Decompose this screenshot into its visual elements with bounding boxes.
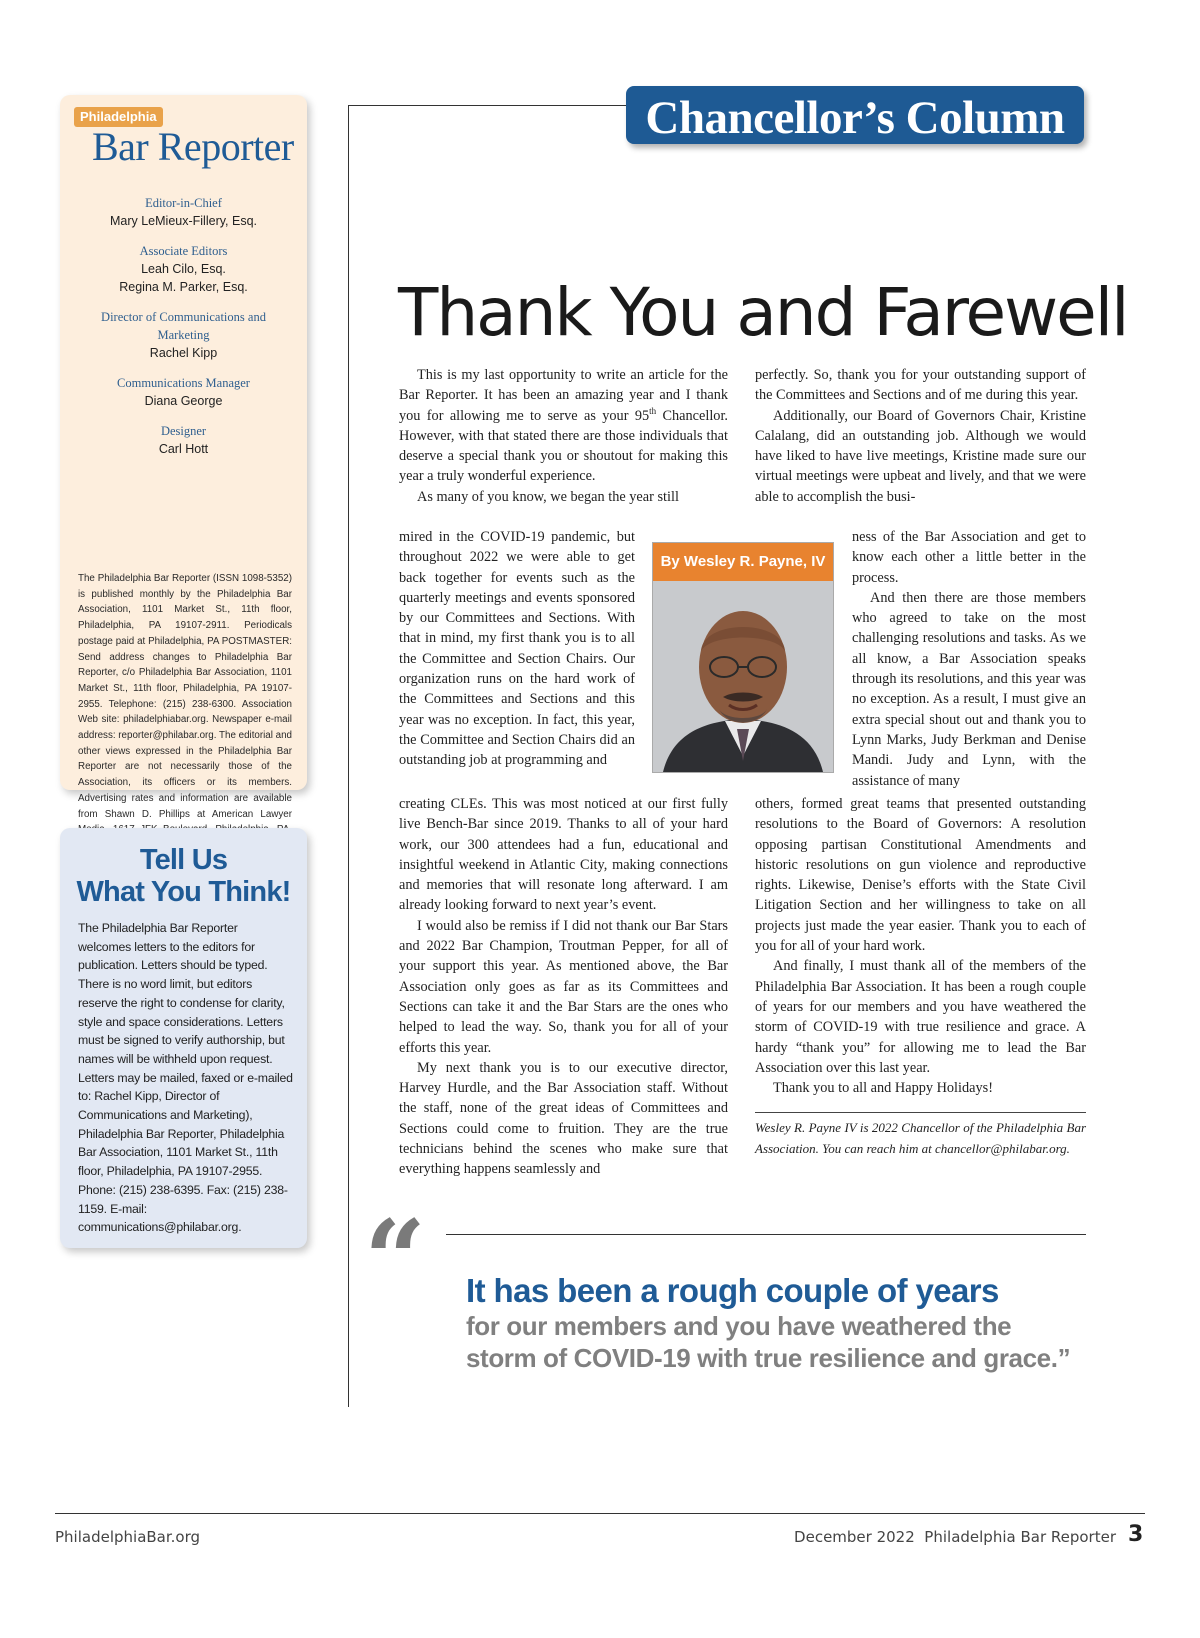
quote-mark-icon: “ (364, 1197, 427, 1323)
article-column-1-lower (399, 794, 728, 1180)
staff-role: Director of Communications and Marketing (101, 310, 266, 342)
paragraph: creating CLEs. This was most noticed at our first fully live Bench-Bar since 2019. Thanks to all of your hard work, our 300 attendees had a fun, educational and insightful weekend in Atlantic City, making connections and memories that will resonate long afterward. I am already looking forward to next year’s event. (399, 796, 728, 914)
paragraph: I would also be remiss if I did not thank our Bar Stars and 2022 Bar Champion, Troutman Pepper, for all of your support this year. As mentioned above, the Bar Association only goes as far as its Committees and Sections can take it and the Bar Stars are the ones who helped to lead the way. So, thank you for all of your efforts this year. (399, 917, 728, 1056)
author-portrait (653, 581, 833, 772)
paragraph: And finally, I must thank all of the members of the Philadelphia Bar Association. It has been a rough couple of years for our members and you have weathered the storm of COVID-19 with true resilience and grace. A hardy “thank you” for allowing me to lead the Bar Association over this last year. (755, 958, 1086, 1076)
frame-left-rule (348, 105, 349, 1407)
logo-philadelphia-label: Philadelphia (74, 107, 163, 127)
pull-quote-lead: It has been a rough couple of years (466, 1272, 999, 1309)
paragraph-text: Chancellor. However, with that stated there are those individuals that deserve a special thank you or shoutout for making this year a truly wonderful experience. (399, 407, 728, 485)
bar-reporter-logo (70, 107, 300, 177)
staff-group (60, 374, 307, 410)
article-column-2-lower (755, 794, 1086, 1098)
paragraph: Additionally, our Board of Governors Chair, Kristine Calalang, did an outstanding job. Although we would have liked to have live meetings, Kristine made sure our virtual meetings were upbeat and lively, and that we were able to accomplish the busi- (755, 407, 1086, 505)
paragraph: And then there are those members who agreed to take on the most challenging resolutions and tasks. As we all know, a Bar Association speaks through its resolutions, and this year was no exception. As a result, I must give an extra special shout out and thank you to Lynn Marks, Judy Berkman and Denise Mandi. Judy and Lynn, with the assistance of many (852, 589, 1086, 789)
paragraph: My next thank you is to our executive director, Harvey Hurdle, and the Bar Association staff. Without the staff, none of the great ideas of Committees and Sections could come to fruition. They are the true technicians behind the scenes who make sure that everything happens seamlessly and (399, 1059, 728, 1178)
paragraph: others, formed great teams that presented outstanding resolutions to the Board of Governors: A resolution opposing partisan Constitutional Amendments and historic resolutions on gun violence and reproductive rights. Likewise, Denise’s efforts with the State Civil Litigation Section and her willingness to take on all projects just made the year easier. Thank you to each of you for all of your hard work. (755, 796, 1086, 955)
staff-group (60, 308, 307, 362)
article-headline: Thank You and Farewell (398, 274, 1128, 351)
ordinal-suffix: th (649, 405, 657, 416)
article-column-2-top (755, 365, 1086, 507)
paragraph: mired in the COVID-19 pandemic, but throughout 2022 we were able to get back together for events such as the quarterly meetings and events sponsored by our Committees and Sections. With that in mind, my first thank you is to all the Committee and Section Chairs. Our organization runs on the hard work of the Committees and Sections and this year was no exception. In fact, this year, the Committee and Section Chairs did an outstanding job at programming and (399, 529, 635, 769)
staff-role: Designer (160, 424, 207, 438)
staff-name: Carl Hott (158, 442, 209, 456)
paragraph: perfectly. So, thank you for your outstanding support of the Committees and Sections and of me during this year. (755, 367, 1086, 404)
page-number: 3 (1128, 1522, 1144, 1547)
paragraph: ness of the Bar Association and get to know each other a little better in the process. (852, 529, 1086, 586)
tell-us-title-line2: What You Think! (76, 876, 291, 908)
staff-name: Regina M. Parker, Esq. (119, 280, 248, 294)
staff-role: Associate Editors (139, 244, 228, 258)
paragraph (399, 365, 728, 487)
tell-us-title (60, 844, 307, 908)
staff-name: Rachel Kipp (149, 346, 218, 360)
paragraph-text: This is my last opportunity to write an article for the Bar Reporter. It has been an amazing year and I thank you for allowing me to serve as your 95 (399, 367, 728, 424)
section-tab-title: Chancellor’s Column (645, 92, 1065, 144)
frame-top-rule (348, 105, 628, 106)
tell-us-body: The Philadelphia Bar Reporter welcomes letters to the editors for publication. Letters should be typed. There is no word limit, but editors reserve the right to condense for clarity, style and space considerations. Letters must be signed to verify authorship, but names will be withheld upon request. Letters may be mailed, faxed or e-mailed to: Rachel Kipp, Director of Communications and Marketing), Philadelphia Bar Reporter, Philadelphia Bar Association, 1101 Market St., 11th floor, Philadelphia, PA 19107-2955. Phone: (215) 238-6395. Fax: (215) 238-1159. E-mail: communications@philabar.org. (78, 921, 293, 1235)
staff-role: Editor-in-Chief (145, 196, 222, 210)
section-tab (626, 86, 1084, 144)
staff-group (60, 422, 307, 458)
logo-title: Bar Reporter (92, 124, 294, 169)
footer-site: PhiladelphiaBar.org (55, 1528, 201, 1546)
author-note: Wesley R. Payne IV is 2022 Chancellor of the Philadelphia Bar Association. You can reach him at chancellor@philabar.org. (755, 1120, 1086, 1156)
pull-quote-rule (446, 1234, 1086, 1235)
article-column-1-mid (399, 527, 635, 771)
publication-info: The Philadelphia Bar Reporter (ISSN 1098-5352) is published monthly by the Philadelphia Bar Association, 1101 Market St., 11th floor, Philadelphia, PA 19107-2911. Periodicals postage paid at Philadelphia, PA POSTMASTER: Send address changes to Philadelphia Bar Reporter, c/o Philadelphia Bar Association, 1101 Market St., 11th floor, Philadelphia, PA 19107-2955. Telephone: (215) 238-6300. Association Web site: philadelphiabar.org. Newspaper e-mail address: reporter@philabar.org. The editorial and other views expressed in the Philadelphia Bar Reporter are not necessarily those of the Association, its officers or its members. Advertising rates and information are available from Shawn D. Phillips at American Lawyer (78, 573, 292, 820)
staff-group (60, 242, 307, 296)
paragraph: Thank you to all and Happy Holidays! (773, 1080, 993, 1097)
staff-name: Diana George (144, 394, 223, 408)
author-photo-box (652, 542, 834, 773)
staff-role: Communications Manager (117, 376, 250, 390)
masthead-box (60, 95, 307, 820)
tell-us-box (60, 828, 307, 1248)
pull-quote-rest: for our members and you have weathered the storm of COVID-19 with true resilience and grace.” (466, 1311, 1071, 1373)
signature-rule (755, 1112, 1086, 1113)
footer-rule (55, 1513, 1145, 1514)
article-column-1-top (399, 365, 728, 507)
tell-us-title-line1: Tell Us (139, 844, 228, 876)
staff-group (60, 194, 307, 230)
byline: By Wesley R. Payne, IV (653, 543, 833, 581)
staff-name: Leah Cilo, Esq. (141, 262, 226, 276)
article-column-2-mid (852, 527, 1086, 791)
staff-list (60, 194, 307, 470)
paragraph: As many of you know, we began the year still (417, 488, 679, 505)
staff-name: Mary LeMieux-Fillery, Esq. (109, 214, 258, 228)
footer-issue: December 2022 Philadelphia Bar Reporter (794, 1528, 1116, 1546)
